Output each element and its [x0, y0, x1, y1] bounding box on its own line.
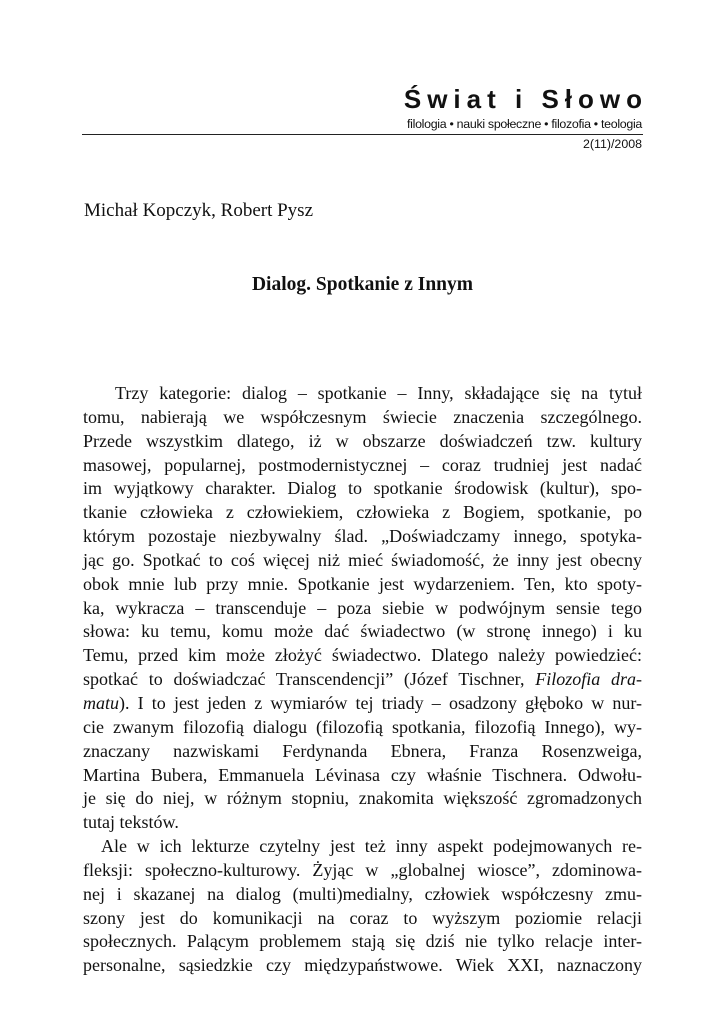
article-authors: Michał Kopczyk, Robert Pysz	[84, 200, 314, 221]
paragraph-line: personalne, sąsiedzkie czy międzypaństwowe. Wiek XXI, naznaczony	[83, 955, 642, 976]
paragraph-line: znaczany nazwiskami Ferdynanda Ebnera, Franza Rosenzweiga,	[83, 740, 642, 761]
paragraph-line: Martina Bubera, Emmanuela Lévinasa czy właśnie Tischnera. Odwołu-	[83, 764, 642, 785]
paragraph-line: masowej, popularnej, postmodernistycznej – coraz trudniej jest nadać	[83, 454, 642, 475]
header-divider	[82, 134, 643, 135]
citation-title-italic-end: matu	[83, 692, 119, 713]
paragraph-line	[83, 692, 642, 716]
paragraph-line: społecznych. Palącym problemem stają się dziś nie tylko relacje inter-	[83, 931, 642, 952]
paragraph-line: fleksji: społeczno-kulturowy. Żyjąc w „globalnej wiosce”, zdominowa-	[83, 859, 642, 880]
paragraph-line: tutaj tekstów.	[83, 812, 179, 833]
journal-header	[390, 84, 648, 132]
paragraph-line: którym pozostaje niezbywalny ślad. „Doświadczamy innego, spotyka-	[83, 526, 642, 547]
paragraph-line: Trzy kategorie: dialog – spotkanie – Inny, składające się na tytuł	[115, 383, 642, 403]
paragraph-line: im wyjątkowy charakter. Dialog to spotkanie środowisk (kultur), spo-	[83, 478, 642, 499]
paragraph-line: Ale w ich lekturze czytelny jest też inny aspekt podejmowanych re-	[101, 836, 642, 857]
paragraph-line: Przede wszystkim dlatego, iż w obszarze doświadczeń tzw. kultury	[83, 430, 642, 451]
paragraph-line: Temu, przed kim może złożyć świadectwo. Dlatego należy powiedzieć:	[83, 645, 642, 666]
article-body	[83, 382, 642, 978]
journal-title: Świat i Słowo	[403, 84, 648, 114]
paragraph-line: je się do niej, w różnym stopniu, znakomita większość zgromadzonych	[83, 788, 642, 809]
paragraph-line: cie zwanym filozofią dialogu (filozofią spotkania, filozofią Innego), wy-	[83, 716, 642, 737]
paragraph-line: jąc go. Spotkać to coś więcej niż mieć świadomość, że inny jest obecny	[83, 549, 642, 570]
paragraph-line: tomu, nabierają we współczesnym świecie znaczenia szczególnego.	[83, 406, 642, 427]
paragraph-line: nej i skazanej na dialog (multi)medialny, człowiek współczesny zmu-	[83, 883, 642, 904]
citation-title-italic: Filozofia dra-	[535, 669, 642, 690]
paragraph-line: tkanie człowieka z człowiekiem, człowieka z Bogiem, spotkanie, po	[83, 502, 642, 523]
paragraph-line: słowa: ku temu, komu może dać świadectwo (w stronę innego) i ku	[83, 621, 642, 642]
article-title: Dialog. Spotkanie z Innym	[251, 274, 474, 295]
paragraph-line: ka, wykracza – transcenduje – poza siebie w podwójnym sensie tego	[83, 597, 642, 618]
journal-issue: 2(11)/2008	[582, 137, 642, 151]
paragraph-line	[83, 668, 642, 692]
line-text: spotkać to doświadczać Transcendencji” (Józef Tischner,	[83, 669, 525, 690]
paragraph-line: szony jest do komunikacji na coraz to wyższym poziomie relacji	[83, 907, 642, 928]
paragraph-line: obok mnie lub przy mnie. Spotkanie jest wydarzeniem. Ten, kto spoty-	[83, 573, 642, 594]
journal-subtitle: filologia • nauki społeczne • filozofia • teologia	[407, 117, 642, 131]
line-text: ). I to jest jeden z wymiarów tej triady – osadzony głęboko w nur-	[119, 692, 642, 713]
